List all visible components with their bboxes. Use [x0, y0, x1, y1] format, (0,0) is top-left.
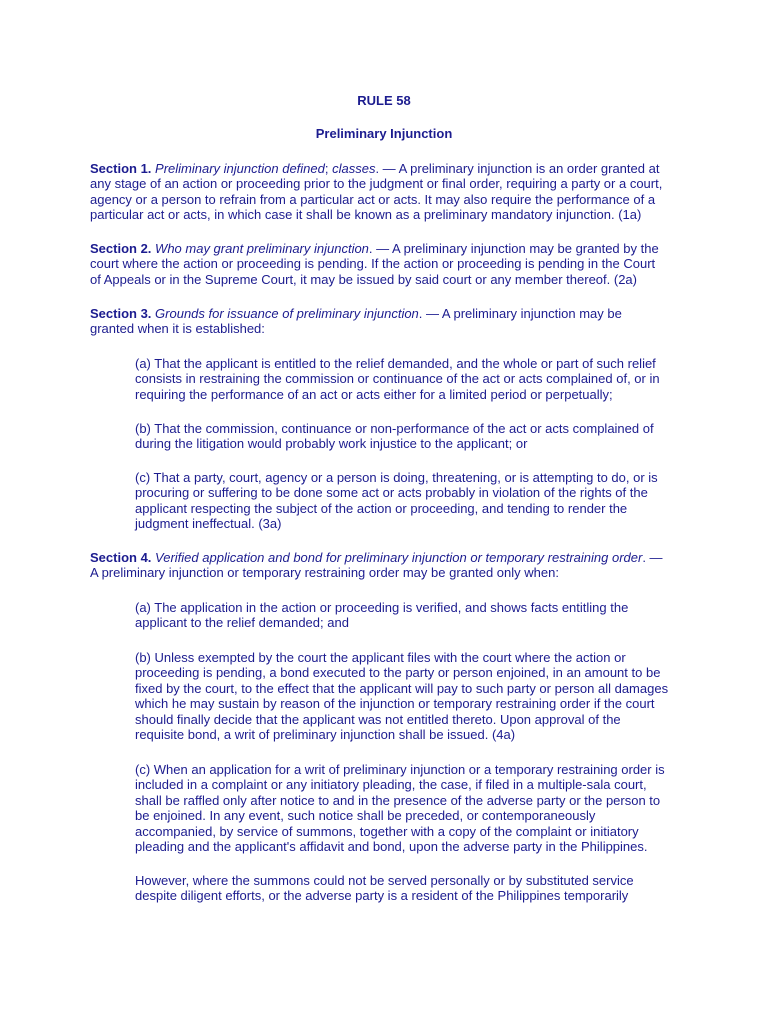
list-item: (c) That a party, court, agency or a person is doing, threatening, or is attempting to do, or is procuring or suffering to be done some act or acts probably in violation of the rights of the applicant respecting the subject of the action or proceeding, and tending to render the judgment ineffectual. (3a): [135, 470, 658, 532]
section-label: Section 3.: [90, 306, 152, 321]
section-4: Section 4. Verified application and bond for preliminary injunction or temporary restraining order. — A preliminary injunction or temporary restraining order may be granted only when:: [90, 550, 663, 581]
paragraph-line: particular act or acts, in which case it shall be known as a preliminary mandatory injunction. (1a): [90, 207, 642, 223]
section-heading: classes: [332, 161, 376, 176]
paragraph-line: A preliminary injunction or temporary restraining order may be granted only when:: [90, 565, 559, 581]
rule-subtitle: Preliminary Injunction: [315, 126, 453, 141]
section-1: Section 1. Preliminary injunction defined; classes. — A preliminary injunction is an order granted at any stage of an action or proceeding prior to the judgment or final order, requiring a party or a court, agency or a person to refrain from a particular act or acts. It may also require the performance of a particular act or acts, in which case it shall be known as a preliminary mandatory injunction. (1a): [90, 161, 663, 223]
section-heading: Grounds for issuance of preliminary injunction: [155, 306, 419, 321]
section-heading: Preliminary injunction defined: [155, 161, 325, 176]
list-item: (b) That the commission, continuance or non-performance of the act or acts complained of during the litigation would probably work injustice to the applicant; or: [135, 421, 654, 452]
section-heading: Verified application and bond for preliminary injunction or temporary restraining order: [155, 550, 643, 565]
paragraph-line: any stage of an action or proceeding prior to the judgment or final order, requiring a party or a court,: [90, 176, 663, 192]
section-3: Section 3. Grounds for issuance of preliminary injunction. — A preliminary injunction may be granted when it is established:: [90, 306, 622, 337]
list-item: (c) When an application for a writ of preliminary injunction or a temporary restraining order is included in a complaint or any initiatory pleading, the case, if filed in a multiple-sala court, shall be raffled only after notice to and in the presence of the adverse party or the person to be enjoined. In any event, such notice shall be preceded, or contemporaneously accompanied, by service of summons, together with a copy of the complaint or initiatory pleading and the applicant's affidavit and bond, upon the adverse party in the Philippines.: [135, 762, 665, 854]
list-item: However, where the summons could not be served personally or by substituted service despite diligent efforts, or the adverse party is a resident of the Philippines temporarily: [135, 873, 634, 904]
section-label: Section 1.: [90, 161, 152, 176]
list-item: (a) The application in the action or proceeding is verified, and shows facts entitling the applicant to the relief demanded; and: [135, 600, 629, 631]
section-heading: Who may grant preliminary injunction: [155, 241, 369, 256]
section-label: Section 2.: [90, 241, 152, 256]
section-label: Section 4.: [90, 550, 152, 565]
paragraph-line: agency or a person to refrain from a particular act or acts. It may also require the performance of a: [90, 191, 656, 207]
section-2: Section 2. Who may grant preliminary injunction. — A preliminary injunction may be granted by the court where the action or proceeding is pending. If the action or proceeding is pending in the Court of Appeals or in the Supreme Court, it may be issued by said court or any member thereof. (2a): [90, 241, 659, 287]
paragraph-line: granted when it is established:: [90, 321, 265, 337]
list-item: (b) Unless exempted by the court the applicant files with the court where the action or proceeding is pending, a bond executed to the party or person enjoined, in an amount to be fixed by the court, to the effect that the applicant will pay to such party or person all damages which he may sustain by reason of the injunction or temporary restraining order if the court should finally decide that the applicant was not entitled thereto. Upon approval of the requisite bond, a writ of preliminary injunction shall be issued. (4a): [135, 650, 669, 742]
rule-title: RULE 58: [357, 93, 411, 108]
paragraph-line: of Appeals or in the Supreme Court, it may be issued by said court or any member thereof. (2a): [90, 271, 637, 287]
list-item: (a) That the applicant is entitled to the relief demanded, and the whole or part of such relief consists in restraining the commission or continuance of the act or acts complained of, or in requiring the performance of an act or acts either for a limited period or perpetually;: [135, 356, 660, 402]
paragraph-line: court where the action or proceeding is pending. If the action or proceeding is pending in the Court: [90, 256, 656, 272]
